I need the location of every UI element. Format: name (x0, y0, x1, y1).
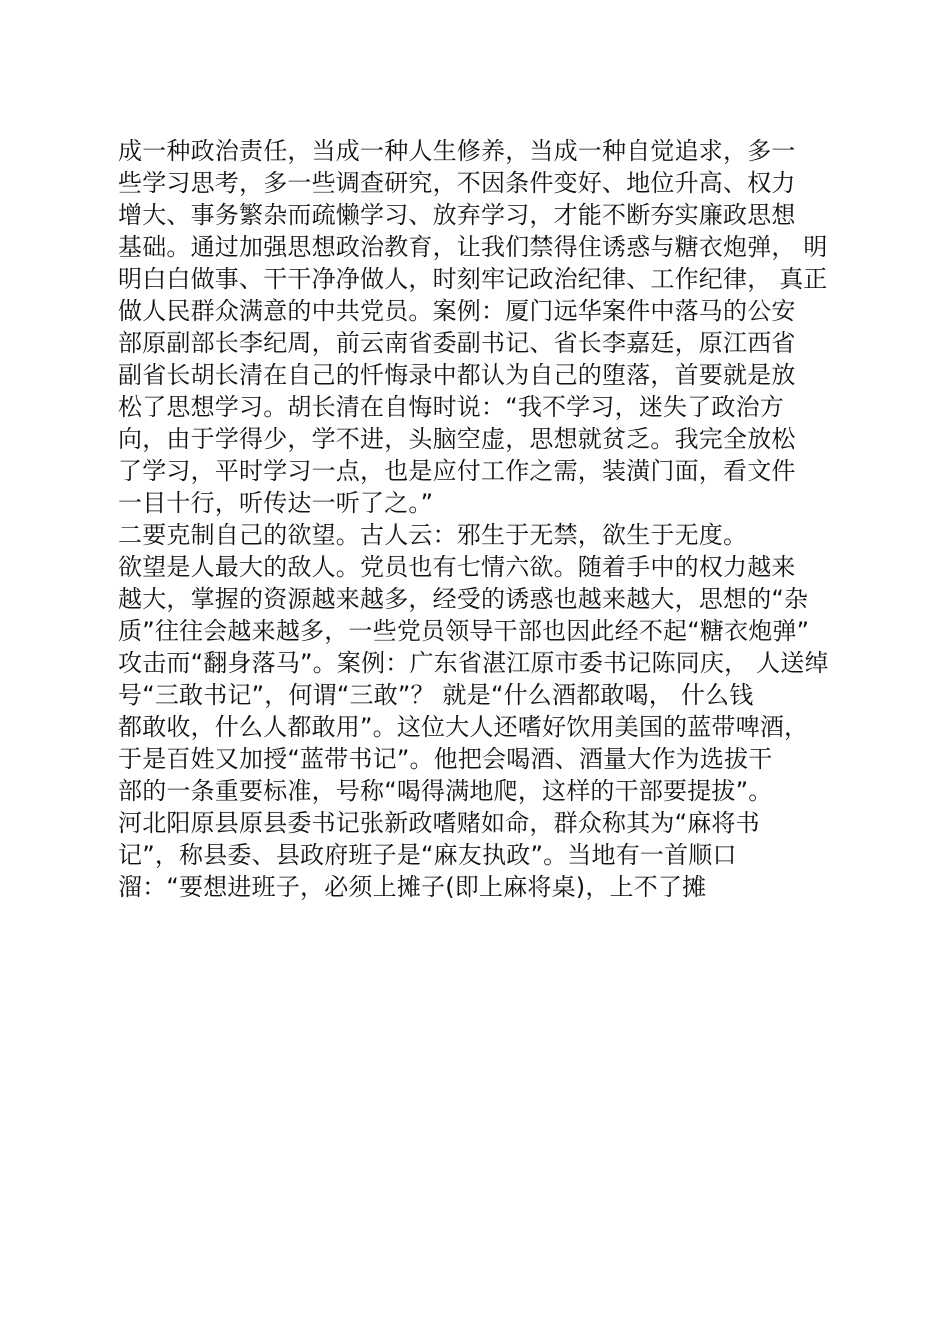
text-line: 号“三敢书记”，何谓“三敢”？ 就是“什么酒都敢喝， 什么钱 (118, 681, 754, 709)
text-line: 部的一条重要标准，号称“喝得满地爬，这样的干部要提拔”。 (118, 777, 773, 805)
text-line: 向，由于学得少，学不进，头脑空虚，思想就贫乏。我完全放松 (118, 425, 796, 453)
text-line: 溜：“要想进班子，必须上摊子(即上麻将桌)，上不了摊 (118, 873, 707, 901)
text-line: 基础。通过加强思想政治教育，让我们禁得住诱惑与糖衣炮弹， 明 (118, 233, 828, 261)
text-line: 二要克制自己的欲望。古人云：邪生于无禁，欲生于无度。 (118, 521, 748, 549)
text-line: 一目十行，听传达一听了之。” (118, 489, 434, 517)
text-line: 增大、事务繁杂而疏懒学习、放弃学习，才能不断夯实廉政思想 (118, 201, 796, 229)
text-line: 记”，称县委、县政府班子是“麻友执政”。当地有一首顺口 (118, 841, 737, 869)
text-line: 副省长胡长清在自己的忏悔录中都认为自己的堕落，首要就是放 (118, 361, 796, 389)
text-line: 欲望是人最大的敌人。党员也有七情六欲。随着手中的权力越来 (118, 553, 796, 581)
body-text (118, 135, 848, 903)
text-line: 明白白做事、干干净净做人，时刻牢记政治纪律、工作纪律， 真正 (118, 265, 828, 293)
text-line: 都敢收，什么人都敢用”。这位大人还嗜好饮用美国的蓝带啤酒， (118, 713, 809, 741)
text-line: 攻击而“翻身落马”。案例：广东省湛江原市委书记陈同庆， 人送绰 (118, 649, 829, 677)
text-line: 了学习，平时学习一点，也是应付工作之需，装潢门面，看文件 (118, 457, 796, 485)
text-line: 松了思想学习。胡长清在自悔时说：“我不学习，迷失了政治方 (118, 393, 785, 421)
text-line: 越大，掌握的资源越来越多，经受的诱惑也越来越大，思想的“杂 (118, 585, 809, 613)
text-line: 于是百姓又加授“蓝带书记”。他把会喝酒、酒量大作为选拔干 (118, 745, 773, 773)
text-line: 做人民群众满意的中共党员。案例：厦门远华案件中落马的公安 (118, 297, 796, 325)
text-line: 部原副部长李纪周，前云南省委副书记、省长李嘉廷，原江西省 (118, 329, 796, 357)
text-line: 河北阳原县原县委书记张新政嗜赌如命，群众称其为“麻将书 (118, 809, 760, 837)
text-line: 成一种政治责任，当成一种人生修养，当成一种自觉追求，多一 (118, 137, 796, 165)
text-line: 些学习思考，多一些调查研究，不因条件变好、地位升高、权力 (118, 169, 796, 197)
text-line: 质”往往会越来越多，一些党员领导干部也因此经不起“糖衣炮弹” (118, 617, 810, 645)
